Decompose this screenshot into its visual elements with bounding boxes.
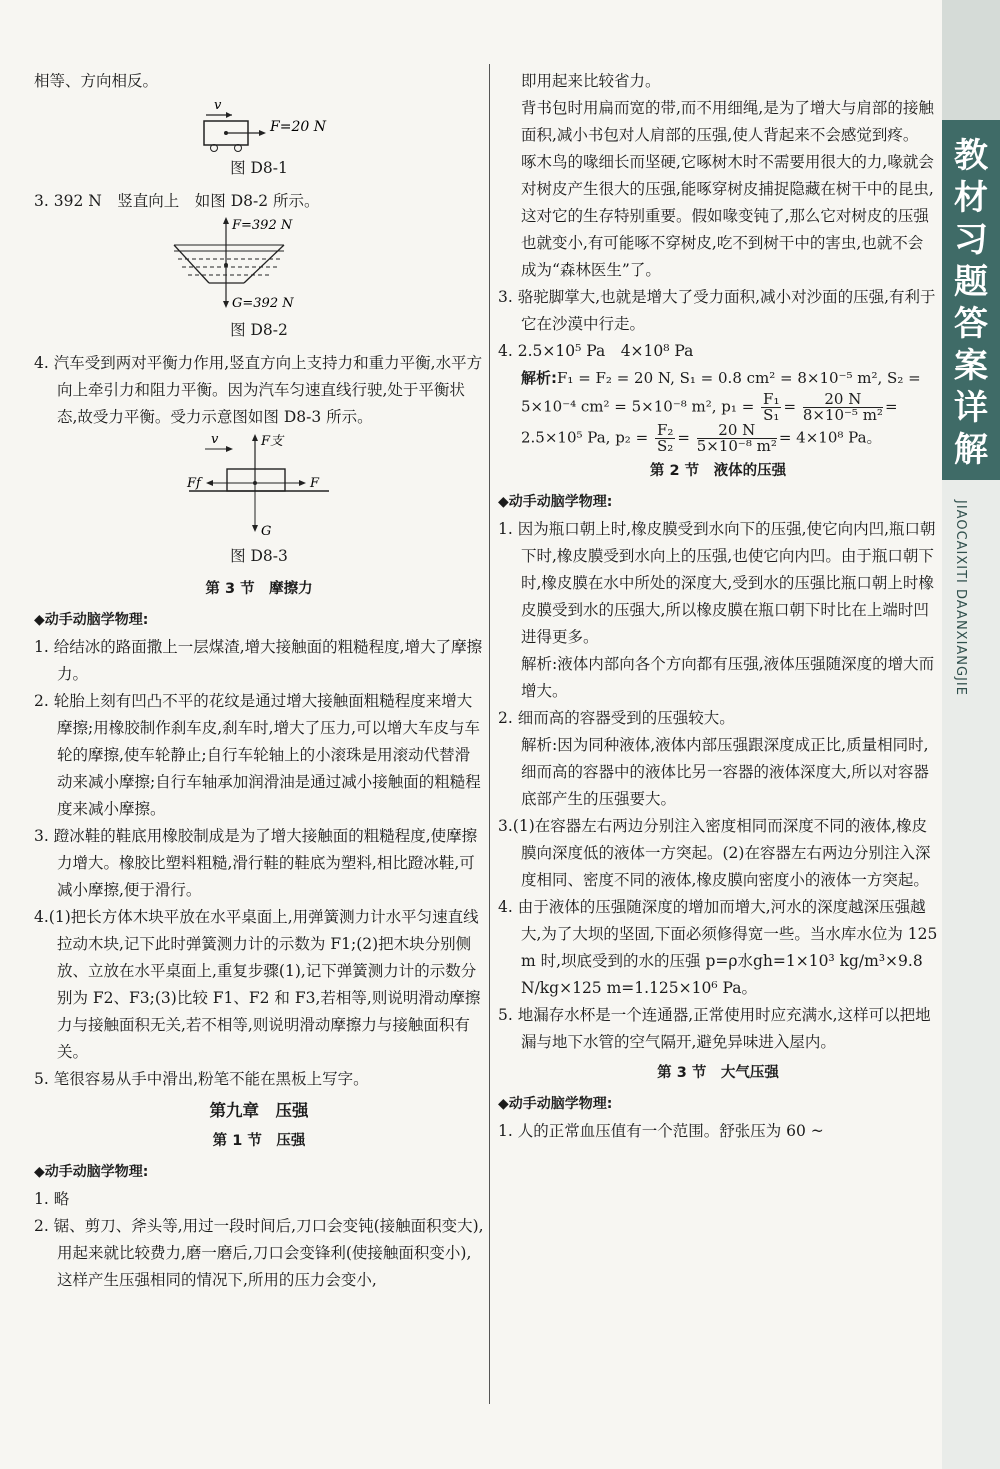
answer-item: 3. 蹬冰鞋的鞋底用橡胶制成是为了增大接触面的粗糙程度,使摩擦力增大。橡胶比塑料粗糙,滑行鞋的鞋底为塑料,相比蹬冰鞋,可减小摩擦,便于滑行。 xyxy=(34,827,478,899)
text-paragraph: 背书包时用扁而宽的带,而不用细绳,是为了增大与肩部的接触面积,减小书包对人肩部的压强,使人背起来不会感觉到疼。 xyxy=(521,99,934,144)
section-heading: 第 2 节 液体的压强 xyxy=(649,463,787,479)
fraction: $\frac{20 N}{\text{8×10⁻⁵ m²}}$ xyxy=(802,390,883,424)
text-line: 即用起来比较省力。 xyxy=(521,72,661,90)
analysis-paragraph: 解析:液体内部向各个方向都有压强,液体压强随深度的增大而增大。 xyxy=(521,655,935,700)
side-tab-title: 教材习题答案详解 xyxy=(954,136,988,470)
analysis-paragraph: 解析:因为同种液体,液体内部压强跟深度成正比,质量相同时,细而高的容器中的液体比另一容器的液体深度大,所以对容器底部产生的压强要大。 xyxy=(521,736,929,808)
figure-caption: 图 D8-2 xyxy=(230,321,288,339)
fraction: $\frac{\text{F₁}}{\text{S₁}}$ xyxy=(763,390,780,424)
answer-item: 1. 给结冰的路面撒上一层煤渣,增大接触面的粗糙程度,增大了摩擦力。 xyxy=(34,638,483,683)
fraction: $\frac{\text{F₂}}{\text{S₂}}$ xyxy=(656,421,674,455)
figure-d8-2 xyxy=(164,215,354,315)
text-paragraph: 啄木鸟的喙细长而坚硬,它啄树木时不需要用很大的力,喙就会对树皮产生很大的压强,能啄穿树皮捕捉隐藏在树干中的昆虫,这对它的生存特别重要。假如喙变钝了,那么它对树皮的压强也就变小,有可能啄不穿树皮,吃不到树干中的害虫,也就不会成为“森林医生”了。 xyxy=(521,153,934,279)
section-heading: 第 3 节 摩擦力 xyxy=(205,581,313,597)
answer-item: 4. 由于液体的压强随深度的增加而增大,河水的深度越深压强越大,为了大坝的坚固,下面必须修得宽一些。当水库水位为 125 m 时,坝底受到的水的压强 p=ρ水gh=1×10³ kg/m³×9.8 N/kg×125 m=1.125×10⁶ Pa。 xyxy=(498,898,938,997)
answer-item: 1. 因为瓶口朝上时,橡皮膜受到水向下的压强,使它向内凹,瓶口朝下时,橡皮膜受到水向上的压强,也使它向内凹。由于瓶口朝下时,橡皮膜在水中所处的深度大,受到水的压强比瓶口朝上时橡皮膜受到水的压强大,所以橡皮膜在瓶口朝下时比在上端时凹进得更多。 xyxy=(498,520,936,646)
answer-item: 1. 人的正常血压值有一个范围。舒张压为 60 ~ xyxy=(498,1122,824,1140)
column-divider xyxy=(489,64,490,1404)
right-column xyxy=(498,68,938,1145)
activity-heading: ◆动手动脑学物理: xyxy=(498,1096,613,1112)
left-column xyxy=(34,68,484,1294)
answer-item: 5. 笔很容易从手中滑出,粉笔不能在黑板上写字。 xyxy=(34,1070,369,1088)
answer-item: 4.(1)把长方体木块平放在水平桌面上,用弹簧测力计水平匀速直线拉动木块,记下此时弹簧测力计的示数为 F1;(2)把木块分别侧放、立放在水平桌面上,重复步骤(1),记下弹簧测力计的示数分别为 F2、F3;(3)比较 F1、F2 和 F3,若相等,则说明滑动摩擦力与接触面积无关,若不相等,则说明滑动摩擦力与接触面积有关。 xyxy=(34,908,481,1061)
fraction: $\frac{20 N}{\text{5×10⁻⁸ m²}}$ xyxy=(696,421,777,455)
text-line: 相等、方向相反。 xyxy=(34,72,159,90)
figure-caption: 图 D8-1 xyxy=(230,159,288,177)
activity-heading: ◆动手动脑学物理: xyxy=(498,494,613,510)
chapter-heading: 第九章 压强 xyxy=(209,1101,309,1120)
svg-text:Ff: Ff xyxy=(187,476,201,491)
answer-item: 4. 汽车受到两对平衡力作用,竖直方向上支持力和重力平衡,水平方向上牵引力和阻力平衡。因为汽车匀速直线行驶,处于平衡状态,故受力平衡。受力示意图如图 D8-3 所示。 xyxy=(34,354,483,426)
answer-item: 4. 2.5×10⁵ Pa 4×10⁸ Pa xyxy=(498,342,694,360)
answer-item: 2. 细而高的容器受到的压强较大。 xyxy=(498,709,735,727)
answer-item: 2. 锯、剪刀、斧头等,用过一段时间后,刀口会变钝(接触面积变大),用起来就比较费力,磨一磨后,刀口会变锋利(使接触面积变小),这样产生压强相同的情况下,所用的压力会变小, xyxy=(34,1217,484,1289)
figure-d8-3 xyxy=(169,431,349,541)
section-heading: 第 3 节 大气压强 xyxy=(657,1065,779,1081)
svg-text:F: F xyxy=(310,476,320,491)
activity-heading: ◆动手动脑学物理: xyxy=(34,1164,149,1180)
side-tab xyxy=(942,0,1000,1469)
answer-item: 2. 轮胎上刻有凹凸不平的花纹是通过增大接触面粗糙程度来增大摩擦;用橡胶制作刹车皮,刹车时,增大了压力,可以增大车皮与车轮的摩擦,使车轮静止;自行车轮轴上的小滚珠是用滚动代替滑动来减小摩擦;自行车轴承加润滑油是通过减小接触面的粗糙程度来减小摩擦。 xyxy=(34,692,481,818)
side-tab-pinyin: JIAOCAIXITI DAANXIANGJIE xyxy=(953,500,968,696)
velocity-label: v xyxy=(214,98,222,113)
figure-d8-1 xyxy=(174,95,344,153)
force-label: F=20 N xyxy=(270,119,326,135)
analysis-paragraph: 解析:F₁ = F₂ = 20 N, S₁ = 0.8 cm² = 8×10⁻⁵ m², S₂ = 5×10⁻⁴ cm² = 5×10⁻⁸ m², p₁ = $\frac{\text{F₁}}{\text{S₁}}$ = $\frac{20 N}{\text{8×10⁻⁵ m²}}$ = 2.5×10⁵ Pa, p₂ = $\frac{\text{F₂}}{\text{S₂}}$ = $\frac{20 N}{\text{5×10⁻⁸ m²}}$ = 4×10⁸ Pa。 xyxy=(521,369,921,455)
answer-item: 3. 392 N 竖直向上 如图 D8-2 所示。 xyxy=(34,192,320,210)
answer-item: 3.(1)在容器左右两边分别注入密度相同而深度不同的液体,橡皮膜向深度低的液体一方突起。(2)在容器左右两边分别注入深度相同、密度不同的液体,橡皮膜向密度小的液体一方突起。 xyxy=(498,817,931,889)
svg-text:F支: F支 xyxy=(261,434,284,449)
answer-item: 1. 略 xyxy=(34,1190,70,1208)
answer-item: 3. 骆驼脚掌大,也就是增大了受力面积,减小对沙面的压强,有利于它在沙漠中行走。 xyxy=(498,288,936,333)
gravity-label: G=392 N xyxy=(232,296,294,311)
svg-text:G: G xyxy=(261,524,272,539)
svg-text:v: v xyxy=(211,432,219,447)
buoyancy-label: F=392 N xyxy=(232,218,293,233)
side-tab-top xyxy=(942,0,1000,120)
figure-caption: 图 D8-3 xyxy=(230,547,288,565)
answer-item: 5. 地漏存水杯是一个连通器,正常使用时应充满水,这样可以把地漏与地下水管的空气隔开,避免异味进入屋内。 xyxy=(498,1006,931,1051)
section-heading: 第 1 节 压强 xyxy=(212,1133,306,1149)
activity-heading: ◆动手动脑学物理: xyxy=(34,612,149,628)
